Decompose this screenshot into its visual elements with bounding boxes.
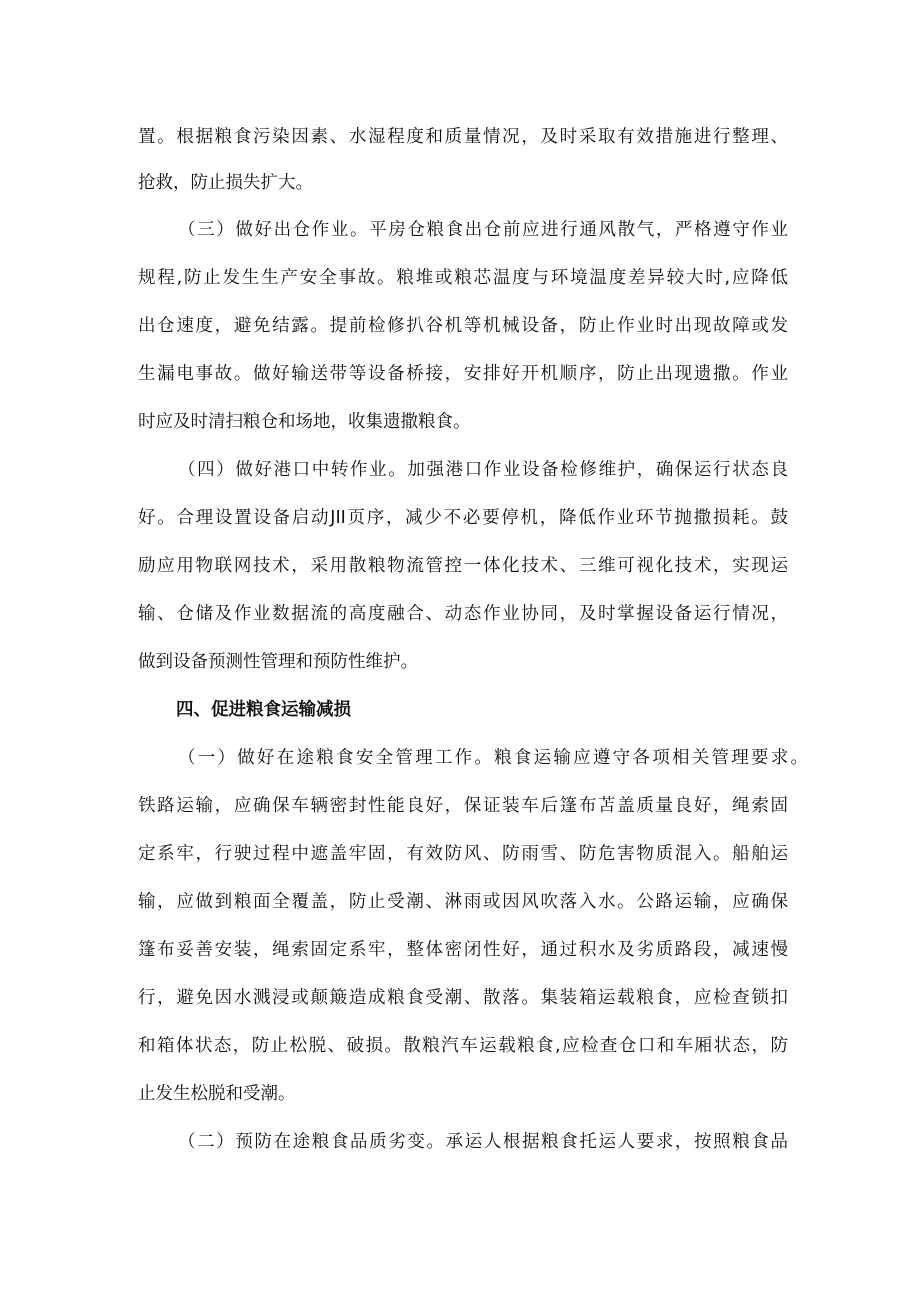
text-line: （二）预防在途粮食品质劣变。承运人根据粮食托运人要求，按照粮食品 (178, 1132, 788, 1152)
text-line: 和箱体状态，防止松脱、破损。散粮汽车运载粮食,应检查仓口和车厢状态，防 (138, 1036, 788, 1056)
text-line: 时应及时清扫粮仓和场地，收集遗撒粮食。 (138, 412, 471, 432)
text-line: 出仓速度，避免结露。提前检修扒谷机等机械设备，防止作业时出现故障或发 (138, 316, 788, 336)
text-line: 抢救，防止损失扩大。 (138, 173, 313, 193)
text-line: 规程,防止发生生产安全事故。粮堆或粮芯温度与环境温度差异较大时,应降低 (138, 268, 788, 288)
text-line: 做到设备预测性管理和预防性维护。 (138, 652, 418, 672)
text-line: 行，避免因水溅浸或颠簸造成粮食受潮、散落。集装箱运载粮食，应检查锁扣 (138, 988, 788, 1008)
text-line: 铁路运输，应确保车辆密封性能良好，保证装车后篷布苫盖质量良好，绳索固 (138, 796, 788, 816)
text-line: 定系牢，行驶过程中遮盖牢固，有效防风、防雨雪、防危害物质混入。船舶运 (138, 844, 788, 864)
text-line: （三）做好出仓作业。平房仓粮食出仓前应进行通风散气，严格遵守作业 (178, 220, 788, 240)
text-line: （四）做好港口中转作业。加强港口作业设备检修维护，确保运行状态良 (178, 460, 788, 480)
text-line: 止发生松脱和受潮。 (138, 1084, 296, 1104)
text-line: 置。根据粮食污染因素、水湿程度和质量情况，及时采取有效措施进行整理、 (138, 127, 788, 147)
text-line: 输，应做到粮面全覆盖，防止受潮、淋雨或因风吹落入水。公路运输，应确保 (138, 892, 788, 912)
text-line: 篷布妥善安装，绳索固定系牢，整体密闭性好，通过积水及劣质路段，减速慢 (138, 940, 788, 960)
text-line: （一）做好在途粮食安全管理工作。粮食运输应遵守各项相关管理要求。 (178, 748, 808, 768)
text-line: 好。合理设置设备启动JII页序，减少不必要停机，降低作业环节抛撒损耗。鼓 (138, 508, 788, 528)
text-line: 生漏电事故。做好输送带等设备桥接，安排好开机顺序，防止出现遗撒。作业 (138, 364, 788, 384)
text-line: 输、仓储及作业数据流的高度融合、动态作业协同，及时掌握设备运行情况， (138, 604, 788, 624)
text-line: 励应用物联网技术，采用散粮物流管控一体化技术、三维可视化技术，实现运 (138, 556, 788, 576)
section-heading: 四、促进粮食运输减损 (176, 700, 351, 720)
